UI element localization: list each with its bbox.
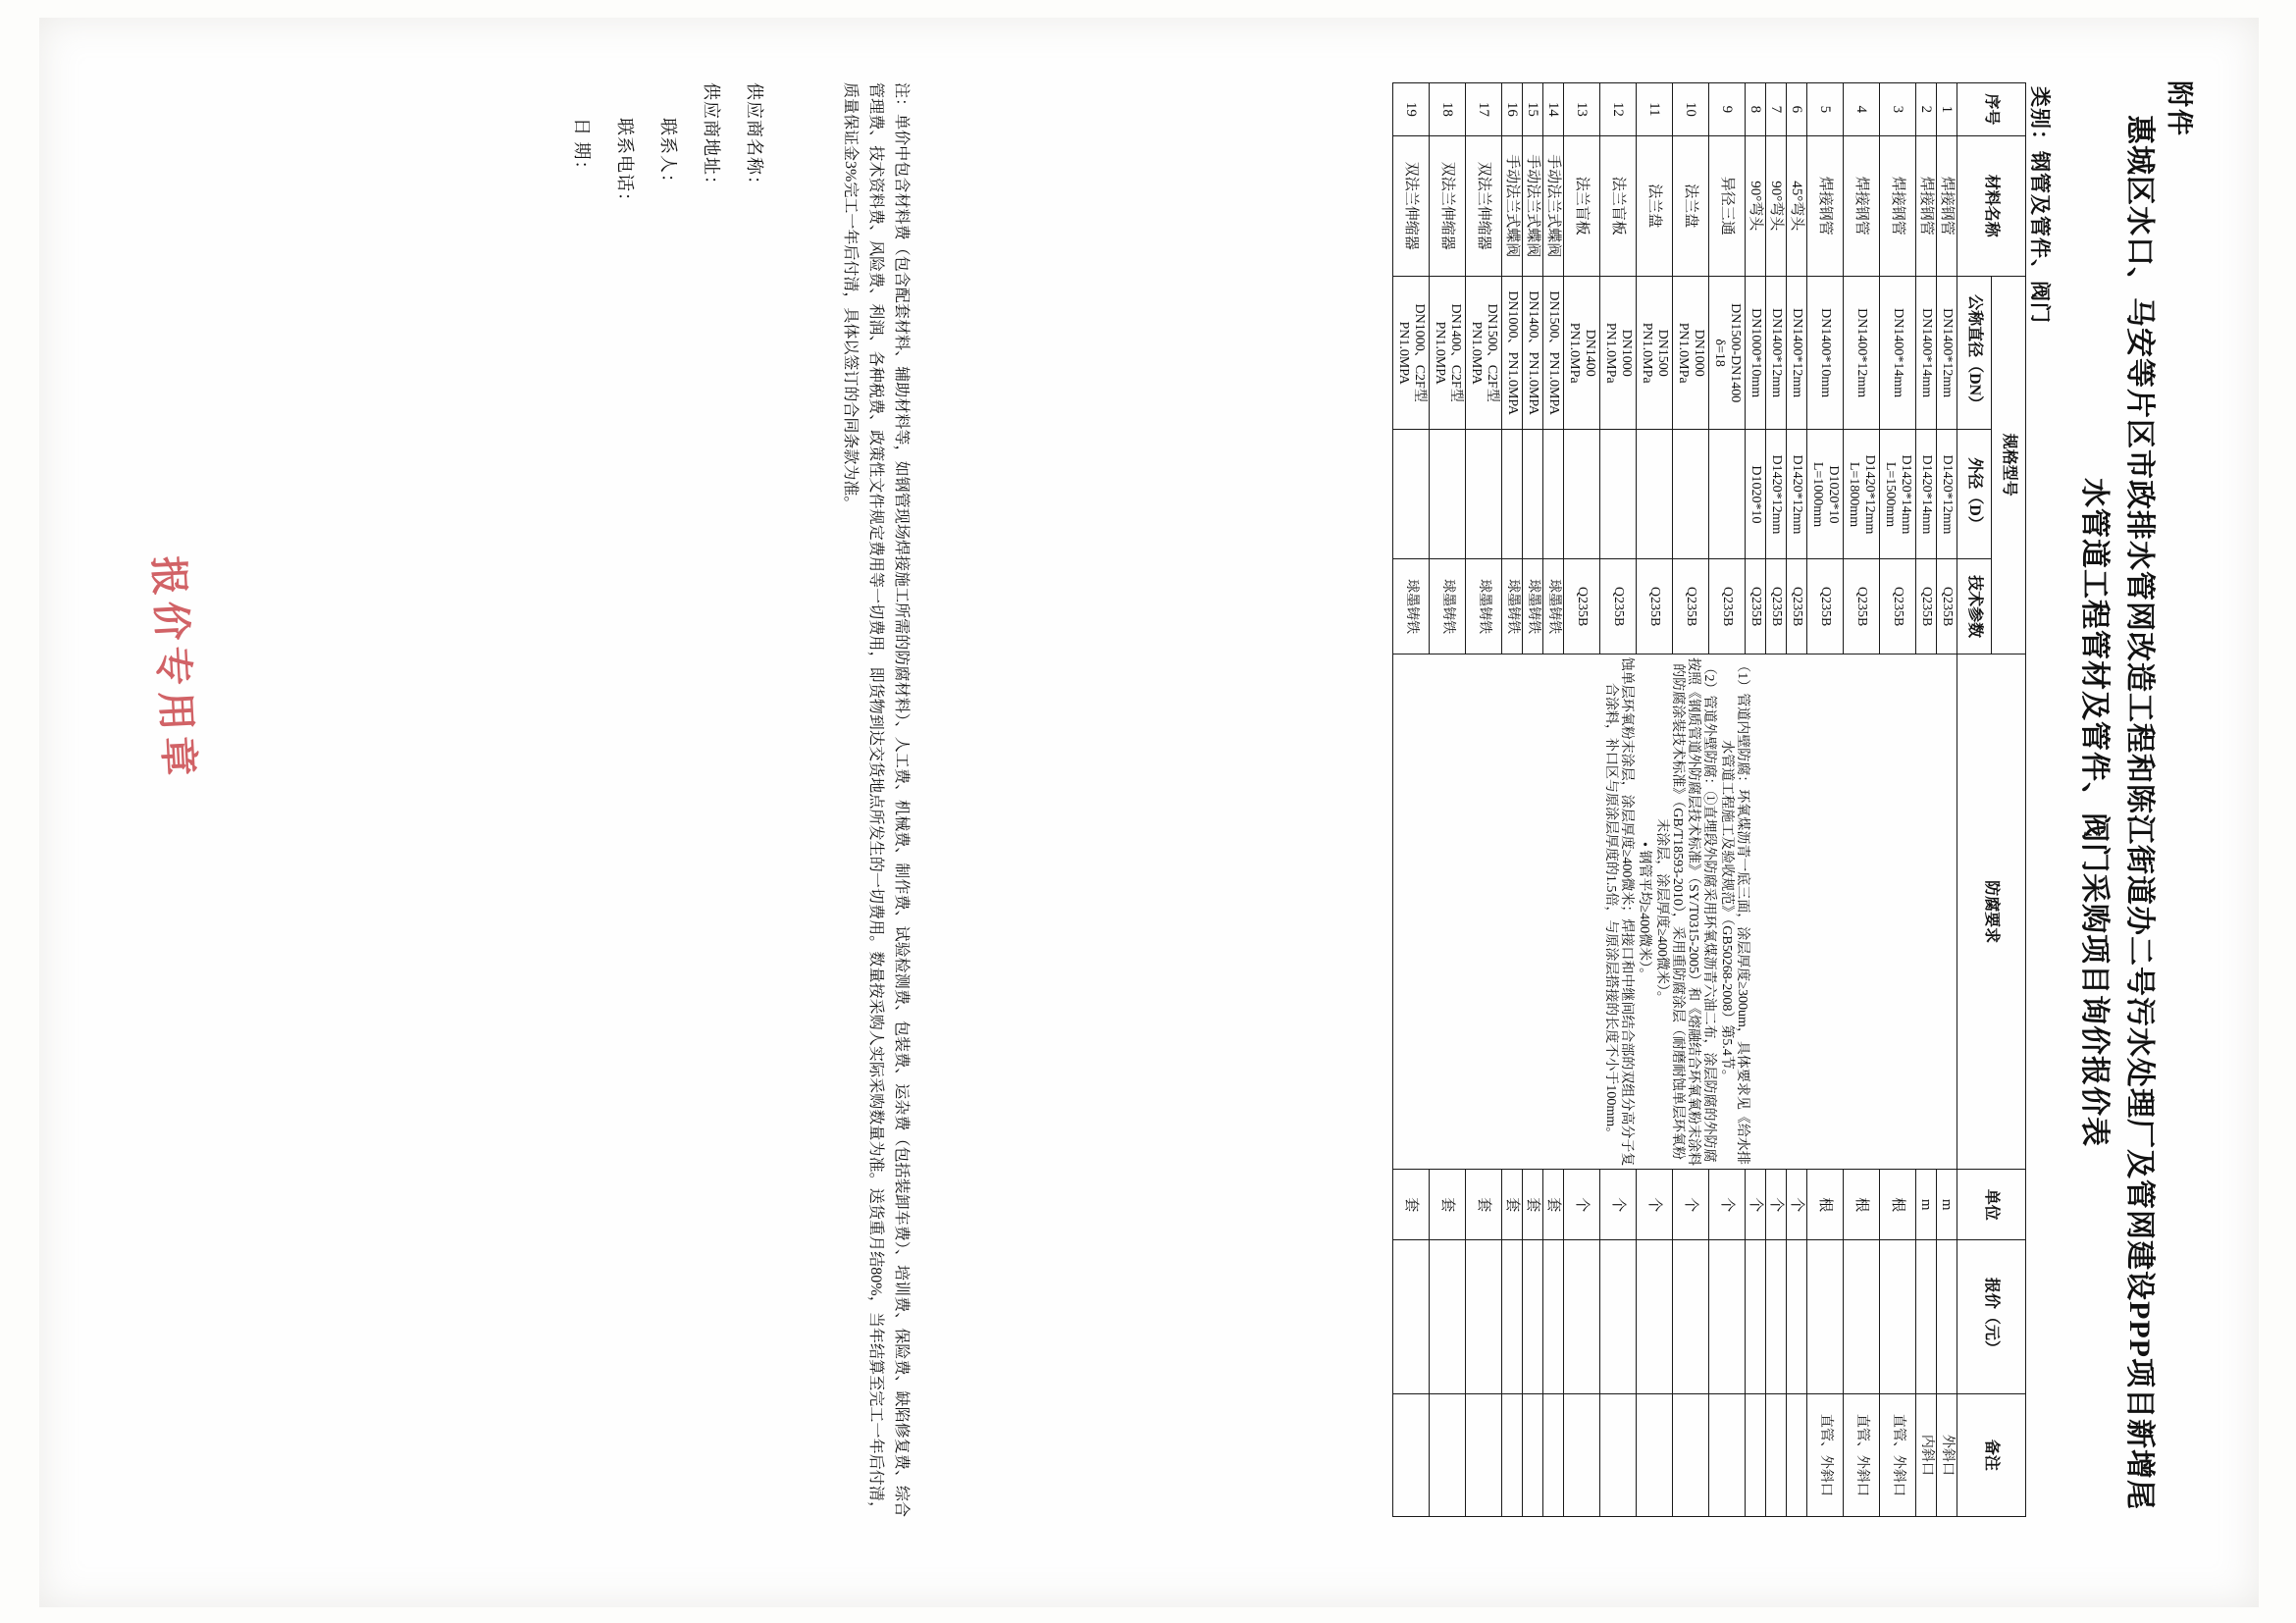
cell-price [1880,1240,1916,1394]
cell-tech: 球墨铸铁 [1523,559,1543,654]
cell-price [1844,1240,1880,1394]
table-body [1393,83,1957,1517]
header-name: 材料名称 [1957,135,2026,276]
cell-no: 19 [1393,83,1430,136]
cell-dn: DN1500、PN1.0MPA [1543,276,1564,430]
cell-tech: Q235B [1673,559,1709,654]
cell-unit: 根 [1844,1170,1880,1240]
cell-dn: DN1400*10mm [1807,276,1844,430]
field-contact-person: 联系人： [658,118,678,192]
cell-dn: DN1400*12mm [1766,276,1787,430]
cell-remark [1746,1393,1766,1516]
header-remark: 备注 [1957,1393,2026,1516]
cell-unit: m [1937,1170,1957,1240]
cell-price [1709,1240,1746,1394]
cell-tech: Q235B [1709,559,1746,654]
page-title: 惠城区水口、马安等片区市政排水管网改造工程和陈江街道办二号污水处理厂及管网建设PPP项目新增尾水管道工程管材及管件、阀门采购项目询价报价表 [2078,115,2156,1510]
cell-od [1523,430,1543,559]
cell-name: 法兰盘 [1637,135,1673,276]
cell-tech: 球墨铸铁 [1466,559,1502,654]
cell-name: 手动法兰式蝶阀 [1543,135,1564,276]
cell-no: 9 [1709,83,1746,136]
cell-tech: Q235B [1637,559,1673,654]
cell-no: 17 [1466,83,1502,136]
cell-od [1543,430,1564,559]
cell-price [1600,1240,1637,1394]
cell-name: 法兰盘 [1673,135,1709,276]
table-header-row [1992,83,2026,1517]
cell-name: 90°弯头 [1766,135,1787,276]
cell-tech: Q235B [1844,559,1880,654]
cell-name: 焊接钢管 [1937,135,1957,276]
cell-no: 8 [1746,83,1766,136]
cell-price [1637,1240,1673,1394]
cell-dn: DN1400*12mm [1787,276,1807,430]
cell-unit: m [1916,1170,1937,1240]
cell-remark [1502,1393,1523,1516]
cell-od: D1020*10 L=1000mm [1807,430,1844,559]
cell-od: D1420*14mm [1916,430,1937,559]
cell-price [1466,1240,1502,1394]
cell-remark: 直管、外斜口 [1880,1393,1916,1516]
cell-remark [1766,1393,1787,1516]
cell-unit: 套 [1393,1170,1430,1240]
cell-unit: 个 [1746,1170,1766,1240]
cell-unit: 个 [1600,1170,1637,1240]
cell-no: 13 [1564,83,1600,136]
cell-od [1430,430,1466,559]
cell-name: 焊接钢管 [1880,135,1916,276]
notes-block [835,82,913,1517]
cell-tech: Q235B [1564,559,1600,654]
cell-no: 16 [1502,83,1523,136]
cell-od [1673,430,1709,559]
cell-dn: DN1400*14mm [1880,276,1916,430]
cell-unit: 根 [1807,1170,1844,1240]
cell-remark [1787,1393,1807,1516]
cell-price [1916,1240,1937,1394]
cell-tech: Q235B [1746,559,1766,654]
cell-dn: DN1400*12mm [1844,276,1880,430]
notes-label: 注： [893,82,910,115]
cell-unit: 个 [1787,1170,1807,1240]
cell-price [1673,1240,1709,1394]
cell-price [1746,1240,1766,1394]
cell-tech: Q235B [1766,559,1787,654]
cell-name: 90°弯头 [1746,135,1766,276]
cell-dn: DN1400*14mm [1916,276,1937,430]
cell-dn: DN1000、PN1.0MPA [1502,276,1523,430]
cell-price [1393,1240,1430,1394]
cell-anti-corrosion: （1）管道内壁防腐：环氧煤沥青一底三面，涂层厚度≥300um，具体要求见《给水排水管道工程施工及验收规范》（GB50268-2008）第5.4节。 （2）管道外壁防腐：①直埋段外防腐采用环氧煤沥青六油二布，涂层防腐的外防腐按照《钢质管道外防腐层技术标准》（SY/T0315-2005）和《熔融结合环氧氧粉末涂料的防腐涂装技术标准》（GB/T18593-2010），采用重防腐涂层（耐磨耐蚀单层环氧粉末涂层，涂层厚度≥400微米）。 • 钢管平均≥400微米）。 蚀单层环氧粉末涂层，涂层厚度≥400微米；焊接口和中继间结合部的双组分高分子复合涂料，补口区与原涂层厚度的1.5倍，与原涂层搭接的长度不小于100mm。 [1393,654,1957,1170]
cell-remark [1673,1393,1709,1516]
cell-dn: DN1000*10mm [1746,276,1766,430]
cell-tech: 球墨铸铁 [1502,559,1523,654]
cell-tech: Q235B [1880,559,1916,654]
cell-od [1393,430,1430,559]
cell-tech: 球墨铸铁 [1543,559,1564,654]
cell-dn: DN1400、PN1.0MPA [1523,276,1543,430]
cell-no: 10 [1673,83,1709,136]
cell-tech: Q235B [1937,559,1957,654]
cell-dn: DN1400、C2F型 PN1.0MPA [1430,276,1466,430]
cell-od: D1420*12mm L=1800mm [1844,430,1880,559]
cell-unit: 个 [1564,1170,1600,1240]
footer-fields [560,82,776,211]
cell-remark [1564,1393,1600,1516]
cell-price [1937,1240,1957,1394]
cell-dn: DN1500-DN1400 δ=18 [1709,276,1746,430]
attachment-label: 附件 [2165,80,2194,137]
header-price: 报价（元） [1957,1240,2026,1394]
field-supplier-address: 供应商地址： [702,82,721,194]
cell-remark [1393,1393,1430,1516]
cell-name: 法兰盲板 [1600,135,1637,276]
cell-dn: DN1400*12mm [1937,276,1957,430]
cell-remark: 直管、外斜口 [1807,1393,1844,1516]
cell-price [1787,1240,1807,1394]
cell-name: 45°弯头 [1787,135,1807,276]
cell-remark [1430,1393,1466,1516]
cell-no: 11 [1637,83,1673,136]
cell-no: 2 [1916,83,1937,136]
header-anti: 防腐要求 [1957,654,2026,1170]
cell-name: 焊接钢管 [1844,135,1880,276]
cell-no: 1 [1937,83,1957,136]
cell-remark: 直管、外斜口 [1844,1393,1880,1516]
quotation-table [1392,82,2026,1517]
header-dn: 公称直径（DN） [1957,276,1992,430]
cell-remark: 内斜口 [1916,1393,1937,1516]
cell-od [1709,430,1746,559]
cell-unit: 根 [1880,1170,1916,1240]
cell-tech: 球墨铸铁 [1393,559,1430,654]
cell-price [1523,1240,1543,1394]
cell-unit: 套 [1466,1170,1502,1240]
cell-price [1564,1240,1600,1394]
cell-unit: 套 [1523,1170,1543,1240]
document-body [79,47,2218,1578]
cell-remark: 外斜口 [1937,1393,1957,1516]
cell-od: D1420*12mm [1766,430,1787,559]
cell-tech: Q235B [1916,559,1937,654]
header-tech: 技术参数 [1957,559,1992,654]
cell-tech: Q235B [1787,559,1807,654]
field-date: 日 期： [572,118,592,180]
cell-remark [1466,1393,1502,1516]
cell-price [1807,1240,1844,1394]
cell-od [1600,430,1637,559]
cell-unit: 个 [1766,1170,1787,1240]
category-label: 类别：钢管及管件、阀门 [2028,86,2052,324]
cell-od: D1020*10 [1746,430,1766,559]
cell-od: D1420*12mm [1787,430,1807,559]
cell-dn: DN1000、C2F型 PN1.0MPA [1393,276,1430,430]
cell-no: 4 [1844,83,1880,136]
cell-no: 3 [1880,83,1916,136]
cell-name: 焊接钢管 [1916,135,1937,276]
cell-name: 焊接钢管 [1807,135,1844,276]
cell-name: 手动法兰式蝶阀 [1502,135,1523,276]
cell-od: D1420*14mm L=1500mm [1880,430,1916,559]
cell-no: 5 [1807,83,1844,136]
cell-remark [1637,1393,1673,1516]
header-no: 序号 [1957,83,2026,136]
paper-sheet [39,18,2259,1607]
cell-remark [1543,1393,1564,1516]
cell-od [1466,430,1502,559]
cell-od [1637,430,1673,559]
notes-text: 单价中包含材料费（包含配套材料、辅助材料等，如钢管现场焊接施工所需的防腐材料）、人工费、机械费、制作费、试验检测费、包装费、运杂费（包括装卸车费）、培训费、保险费、缺陷修复费、综合管理费、技术资料费、风险费、利润、各种税费、政策性文件规定费用等一切费用，即货物到达交货地点所发生的一切费用。数量按采购人实际采购数量为准。送货重月结80%，当年结算至完工一年后付清，质量保证金3%完工一年后付清，具体以签订的合同条款为准。 [842,82,910,1517]
cell-unit: 套 [1430,1170,1466,1240]
cell-od: D1420*12mm [1937,430,1957,559]
cell-name: 双法兰伸缩器 [1466,135,1502,276]
cell-no: 14 [1543,83,1564,136]
cell-no: 7 [1766,83,1787,136]
header-od: 外径（D） [1957,430,1992,559]
cell-unit: 个 [1673,1170,1709,1240]
cell-remark [1600,1393,1637,1516]
header-unit: 单位 [1957,1170,2026,1240]
header-spec: 规格型号 [1992,276,2026,654]
rotated-content [79,47,2218,1578]
cell-unit: 套 [1543,1170,1564,1240]
cell-remark [1709,1393,1746,1516]
cell-tech: 球墨铸铁 [1430,559,1466,654]
cell-price [1430,1240,1466,1394]
cell-tech: Q235B [1600,559,1637,654]
cell-remark [1523,1393,1543,1516]
cell-tech: Q235B [1807,559,1844,654]
cell-name: 双法兰伸缩器 [1430,135,1466,276]
field-contact-phone: 联系电话： [615,118,635,211]
cell-name: 双法兰伸缩器 [1393,135,1430,276]
cell-no: 15 [1523,83,1543,136]
cell-dn: DN1500、C2F型 PN1.0MPA [1466,276,1502,430]
cell-od [1564,430,1600,559]
red-stamp: 报价专用章 [145,554,202,783]
cell-unit: 个 [1709,1170,1746,1240]
cell-dn: DN1500 PN1.0MPa [1637,276,1673,430]
cell-dn: DN1000 PN1.0MPa [1673,276,1709,430]
table-row [1937,83,1957,1517]
cell-name: 法兰盲板 [1564,135,1600,276]
cell-dn: DN1400 PN1.0MPa [1564,276,1600,430]
cell-unit: 个 [1637,1170,1673,1240]
cell-name: 异径三通 [1709,135,1746,276]
cell-od [1502,430,1523,559]
cell-dn: DN1000 PN1.0MPa [1600,276,1637,430]
field-supplier-name: 供应商名称： [745,82,764,194]
cell-no: 12 [1600,83,1637,136]
cell-price [1766,1240,1787,1394]
cell-price [1543,1240,1564,1394]
cell-name: 手动法兰式蝶阀 [1523,135,1543,276]
cell-no: 18 [1430,83,1466,136]
cell-no: 6 [1787,83,1807,136]
cell-unit: 套 [1502,1170,1523,1240]
cell-price [1502,1240,1523,1394]
